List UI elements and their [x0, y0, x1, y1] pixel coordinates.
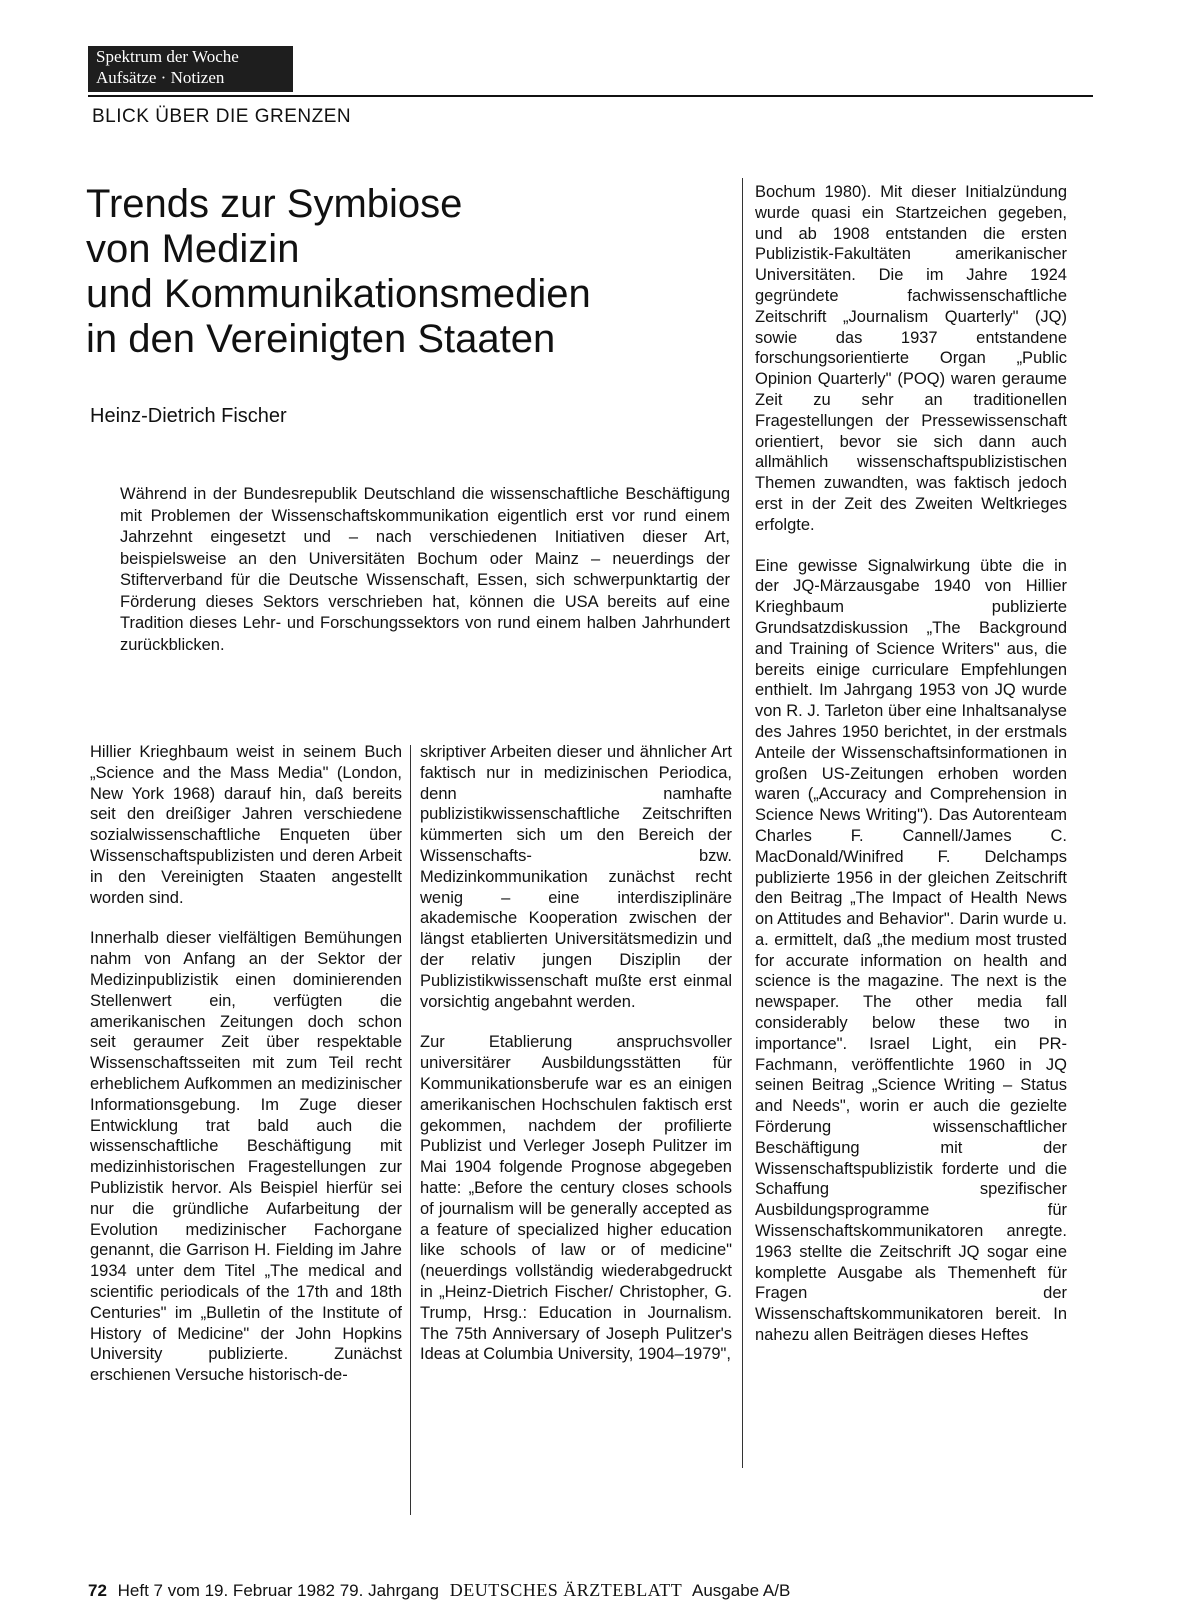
article-title — [86, 182, 726, 362]
column-divider — [410, 745, 411, 1515]
article-author: Heinz-Dietrich Fischer — [90, 405, 287, 427]
column-3 — [755, 182, 1067, 1366]
paragraph: Bochum 1980). Mit dieser Initialzündung wurde quasi ein Startzeichen gegeben, und ab 1908 entstanden die ersten Publizistik-Fakultäten amerikanischer Universitäten. Die im Jahre 1924 gegründete fachwissenschaftliche Zeitschrift „Journalism Quarterly" (JQ) sowie das 1937 entstandene forschungsorientierte Organ „Public Opinion Quarterly" (POQ) waren geraume Zeit zu sehr an traditionellen Fragestellungen der Pressewissenschaft orientiert, bevor sie sich dann auch allmählich wissenschaftspublizistischen Themen zuwandten, was faktisch jedoch erst in der Zeit des Zweiten Weltkrieges erfolgte. — [755, 183, 1067, 534]
title-line: und Kommunikationsmedien — [86, 272, 591, 316]
badge-line-2: Aufsätze · Notizen — [96, 68, 225, 87]
paragraph: Innerhalb dieser vielfältigen Bemühungen nahm von Anfang an der Sektor der Medizinpublizistik einen dominierenden Stellenwert ein, verfügten die amerikanischen Zeitungen doch schon seit geraumer Zeit über respektable Wissenschaftsseiten mit zum Teil recht erheblichem Aufkommen an medizinischer Informationsgebung. Im Zuge dieser Entwicklung trat bald auch die wissenschaftliche Beschäftigung mit medizinhistorischen Fragestellungen zur Publizistik hervor. Als Beispiel hierfür sei nur die gründliche Aufarbeitung der Evolution medizinischer Fachorgane genannt, die Garrison H. Fielding im Jahre 1934 unter dem Titel „The medical and scientific periodicals of the 17th and 18th Centuries" im „Bulletin of the Institute of History of Medicine" der John Hopkins University publizierte. Zunächst erschienen Versuche historisch-de- — [90, 929, 402, 1385]
edition-info: Ausgabe A/B — [692, 1581, 791, 1600]
magazine-name: DEUTSCHES ÄRZTEBLATT — [449, 1580, 683, 1600]
header-rule — [88, 95, 1093, 97]
article-lead: Während in der Bundesrepublik Deutschland die wissenschaftliche Beschäftigung mit Problemen der Wissenschaftskommunikation eigentlich erst vor rund einem Jahrzehnt eingesetzt und – nach verschiedenen Initiativen dieser Art, beispielsweise an den Universitäten Bochum oder Mainz – neuerdings der Stifterverband für die Deutsche Wissenschaft, Essen, sich schwerpunktartig der Förderung dieses Sektors verschrieben hat, können die USA bereits auf eine Tradition dieses Lehr- und Forschungssektors von rund einem halben Jahrhundert zurückblicken. — [120, 485, 730, 654]
paragraph: Eine gewisse Signalwirkung übte die in der JQ-Märzausgabe 1940 von Hillier Krieghbaum publizierte Grundsatzdiskussion „The Background and Training of Science Writers" aus, die bereits einige curriculare Empfehlungen enthielt. Im Jahrgang 1953 von JQ wurde von R. J. Tarleton über eine Inhaltsanalyse des Jahres 1950 berichtet, in der erstmals Anteile der Wissenschaftsinformationen in großen US-Zeitungen erhoben worden waren („Accuracy and Comprehension in Science News Writing"). Das Autorenteam Charles F. Cannell/James C. MacDonald/Winifred F. Delchamps publizierte 1956 in der gleichen Zeitschrift den Beitrag „The Impact of Health News on Attitudes and Behavior". Darin wurde u. a. ermittelt, daß „the medium most trusted for accurate information on health and science is the magazine. The next is the newspaper. The other media fall considerably below these two in importance". Israel Light, ein PR-Fachmann, veröffentlichte 1960 in JQ seinen Beitrag „Science Writing – Status and Needs", worin er auch die gezielte Förderung wissenschaftlicher Beschäftigung mit der Wissenschaftspublizistik forderte und die Schaffung spezifischer Ausbildungsprogramme für Wissenschaftskommunikatoren anregte. 1963 stellte die Zeitschrift JQ sogar eine komplette Ausgabe als Themenheft für Fragen der Wissenschaftskommunikatoren bereit. In nahezu allen Beiträgen dieses Heftes — [755, 556, 1067, 1345]
page-number: 72 — [88, 1581, 107, 1600]
column-1 — [90, 742, 402, 1406]
title-line: in den Vereinigten Staaten — [86, 317, 556, 361]
column-divider — [742, 178, 743, 1468]
badge-line-1: Spektrum der Woche — [96, 47, 239, 66]
paragraph: Hillier Krieghbaum weist in seinem Buch „Science and the Mass Media" (London, New York 1968) darauf hin, daß bereits seit den dreißiger Jahren verschiedene sozialwissenschaftliche Enqueten über Wissenschaftspublizisten und deren Arbeit in den Vereinigten Staaten angestellt worden sind. — [90, 743, 402, 907]
page-footer — [88, 1580, 790, 1601]
paragraph: skriptiver Arbeiten dieser und ähnlicher Art faktisch nur in medizinischen Periodica, denn namhafte publizistikwissenschaftliche Zeitschriften kümmerten sich um den Bereich der Wissenschafts- bzw. Medizinkommunikation zunächst recht wenig – eine interdisziplinäre akademische Kooperation zwischen der längst etablierten Universitätsmedizin und der relativ jungen Disziplin der Publizistikwissenschaft mußte erst einmal vorsichtig angebahnt werden. — [420, 743, 732, 1011]
title-line: von Medizin — [86, 227, 300, 271]
issue-info: Heft 7 vom 19. Februar 1982 79. Jahrgang — [117, 1581, 439, 1600]
column-2 — [420, 742, 732, 1385]
title-line: Trends zur Symbiose — [86, 182, 463, 226]
paragraph: Zur Etablierung anspruchsvoller universitärer Ausbildungsstätten für Kommunikationsberufe war es an einigen amerikanischen Hochschulen faktisch erst gekommen, nachdem der profilierte Publizist und Verleger Joseph Pulitzer im Mai 1904 folgende Prognose abgegeben hatte: „Before the century closes schools of journalism will be generally accepted as a feature of specialized higher education like schools of law or of medicine" (neuerdings vollständig wiederabgedruckt in „Heinz-Dietrich Fischer/ Christopher, G. Trump, Hrsg.: Education in Journalism. The 75th Anniversary of Joseph Pulitzer's Ideas at Columbia University, 1904–1979", — [420, 1033, 732, 1364]
section-badge — [88, 46, 293, 92]
section-kicker: BLICK ÜBER DIE GRENZEN — [92, 106, 352, 127]
